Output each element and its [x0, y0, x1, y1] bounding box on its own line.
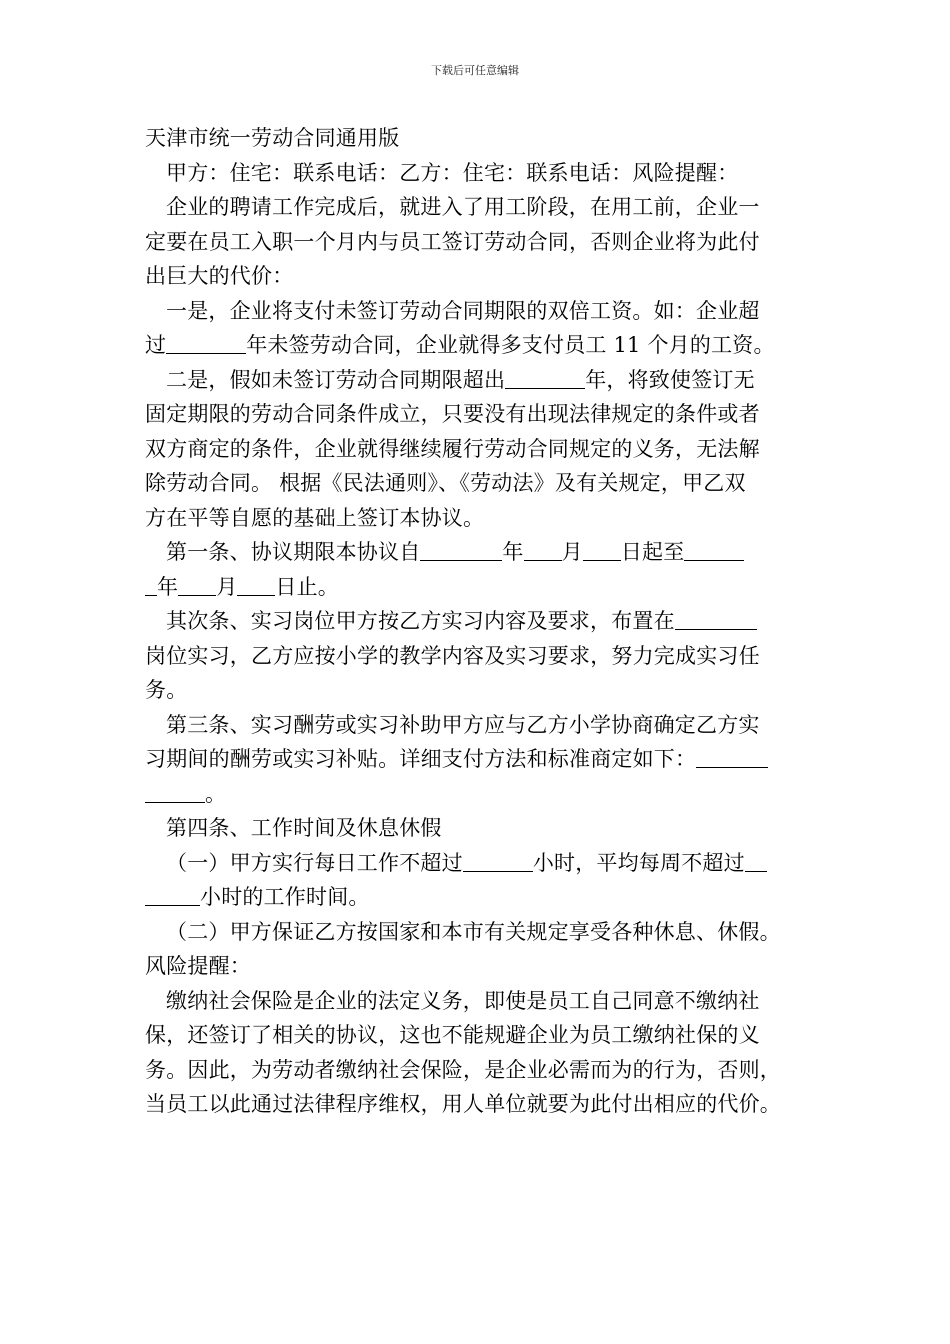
text-span: 月 — [216, 574, 238, 599]
paragraph-line: 出巨大的代价： — [145, 264, 294, 288]
document-body — [145, 121, 810, 1122]
text-span: 日止。 — [275, 574, 340, 599]
text-span: 其次条、实习岗位甲方按乙方实习内容及要求，布置在 — [166, 609, 675, 633]
risk-line: 当员工以此通过法律程序维权，用人单位就要为此付出相应的代价。 — [145, 1092, 781, 1116]
risk-line: 缴纳社会保险是企业的法定义务，即使是员工自己同意不缴纳社 — [166, 988, 760, 1013]
article-2-line: 岗位实习，乙方应按小学的教学内容及实习要求，努力完成实习任 — [145, 643, 760, 668]
paragraph-line: 企业的聘请工作完成后，就进入了用工阶段，在用工前，企业一 — [166, 195, 760, 219]
article-3-line — [145, 742, 810, 777]
fill-in-blank[interactable] — [145, 782, 205, 803]
fill-in-blank[interactable] — [166, 333, 246, 354]
text-span: 年 — [502, 540, 524, 564]
fill-in-blank[interactable] — [524, 540, 562, 561]
fill-in-blank[interactable] — [675, 609, 757, 630]
article-4-title: 第四条、工作时间及休息休假 — [166, 816, 442, 840]
text-span: 年 — [157, 574, 179, 599]
fill-in-blank[interactable] — [237, 575, 275, 596]
article-4-clause — [145, 880, 810, 915]
paragraph-line: 方在平等自愿的基础上签订本协议。 — [145, 505, 485, 530]
fill-in-blank[interactable] — [745, 851, 767, 872]
fill-in-blank[interactable] — [145, 885, 200, 906]
fill-in-blank[interactable] — [505, 368, 585, 389]
header-note: 下载后可任意编辑 — [431, 64, 519, 77]
text-span: 习期间的酬劳或实习补贴。详细支付方法和标准商定如下： — [145, 747, 697, 771]
fill-in-blank[interactable] — [178, 575, 216, 596]
fill-in-blank[interactable] — [583, 540, 621, 561]
article-4-clause — [145, 846, 810, 881]
fill-in-blank[interactable] — [684, 540, 744, 561]
paragraph-line: 双方商定的条件，企业就得继续履行劳动合同规定的义务，无法解 — [145, 436, 760, 461]
text-span: 二是，假如未签订劳动合同期限超出 — [166, 367, 506, 392]
paragraph-line: 除劳动合同。 根据《民法通则》、《劳动法》及有关规定，甲乙双 — [145, 471, 746, 495]
paragraph-line — [145, 328, 810, 363]
article-2-line — [145, 604, 810, 639]
risk-line: 务。因此，为劳动者缴纳社会保险，是企业必需而为的行为，否则， — [145, 1057, 781, 1082]
text-span: （一）甲方实行每日工作不超过 — [166, 850, 463, 875]
text-span: 日起至 — [620, 540, 685, 564]
fill-in-blank[interactable] — [463, 851, 533, 872]
risk-line: 保，还签订了相关的协议，这也不能规避企业为员工缴纳社保的义 — [145, 1023, 760, 1047]
paragraph-line — [145, 363, 810, 398]
text-span: 小时，平均每周不超过 — [532, 850, 745, 875]
text-span: 过 — [145, 333, 167, 357]
fill-in-blank[interactable] — [420, 540, 502, 561]
text-span: 小时的工作时间。 — [200, 885, 370, 909]
paragraph-line: 固定期限的劳动合同条件成立，只要没有出现法律规定的条件或者 — [145, 402, 760, 426]
article-4-clause: （二）甲方保证乙方按国家和本市有关规定享受各种休息、休假。 — [166, 919, 781, 944]
parties-line: 甲方：住宅：联系电话：乙方：住宅：联系电话：风险提醒： — [166, 160, 739, 185]
text-span: 月 — [561, 540, 583, 564]
text-span: 。 — [205, 781, 227, 806]
article-3-line — [145, 777, 810, 812]
risk-label: 风险提醒： — [145, 954, 251, 978]
article-1-line — [145, 535, 810, 570]
text-span: 年，将致使签订无 — [585, 367, 755, 392]
text-span: 第一条、协议期限本协议自 — [166, 540, 421, 564]
paragraph-line: 一是，企业将支付未签订劳动合同期限的双倍工资。如：企业超 — [166, 298, 760, 323]
article-2-line: 务。 — [145, 678, 188, 702]
fill-in-blank[interactable] — [145, 575, 157, 596]
article-3-line: 第三条、实习酬劳或实习补助甲方应与乙方小学协商确定乙方实 — [166, 712, 760, 737]
text-span: 年未签劳动合同，企业就得多支付员工 11 个月的工资。 — [246, 333, 775, 357]
article-1-line — [145, 570, 810, 605]
paragraph-line: 定要在员工入职一个月内与员工签订劳动合同，否则企业将为此付 — [145, 229, 760, 254]
document-title: 天津市统一劳动合同通用版 — [145, 126, 400, 150]
fill-in-blank[interactable] — [696, 747, 768, 768]
